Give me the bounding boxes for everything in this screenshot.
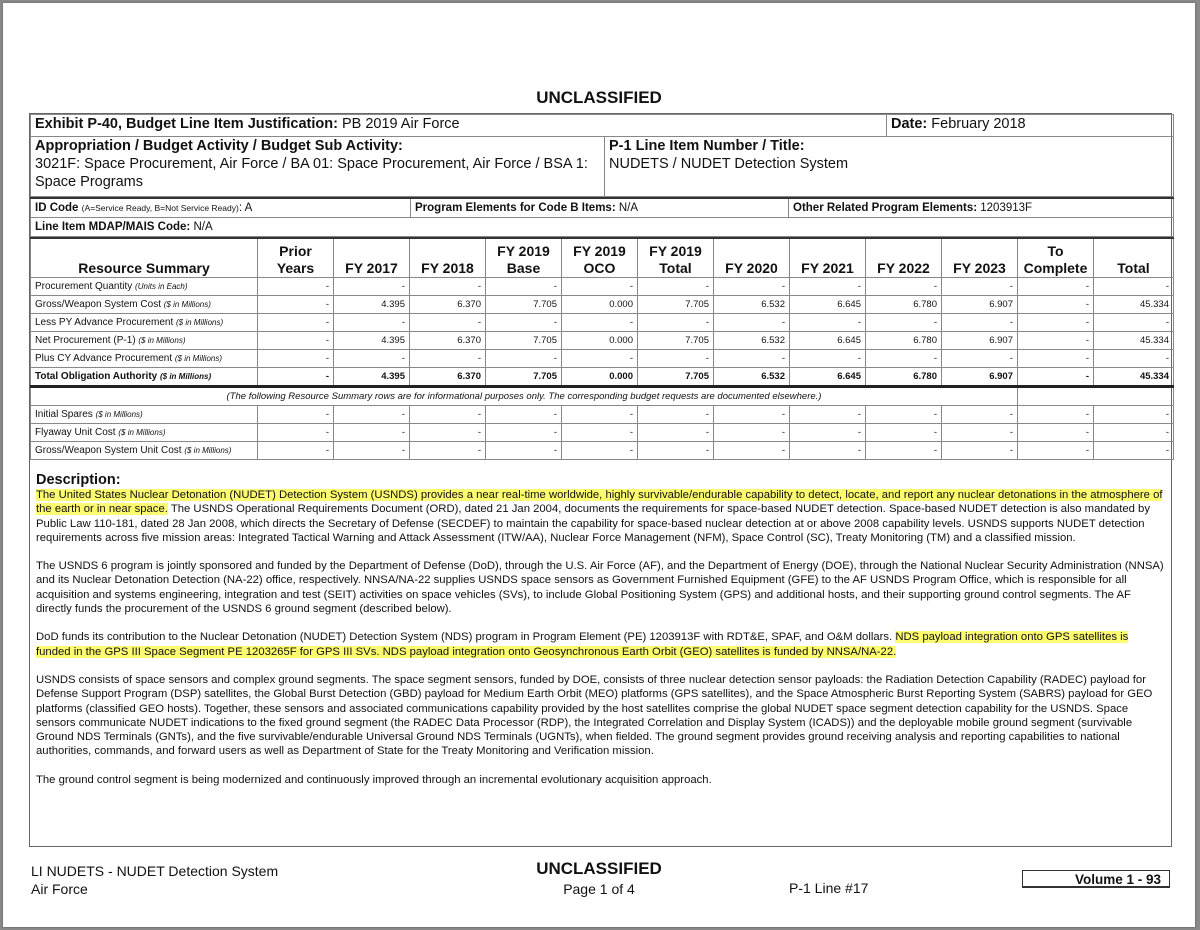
table-cell: 7.705 <box>638 332 714 350</box>
table-cell: - <box>334 314 410 332</box>
table-cell: 6.645 <box>790 368 866 387</box>
table-cell: - <box>1018 296 1094 314</box>
table-row <box>31 424 1174 442</box>
table-cell: - <box>486 442 562 460</box>
date-cell: Date: February 2018 <box>887 115 1174 137</box>
table-cell: - <box>1094 424 1174 442</box>
table-cell: 6.907 <box>942 368 1018 387</box>
table-cell: 6.780 <box>866 368 942 387</box>
table-cell: - <box>638 350 714 368</box>
table-cell: - <box>486 350 562 368</box>
table-cell: - <box>1018 424 1094 442</box>
table-cell: - <box>410 314 486 332</box>
table-cell: - <box>258 314 334 332</box>
description-heading: Description: <box>36 472 121 488</box>
resource-summary-title: Resource Summary <box>31 238 258 278</box>
col-header: FY 2019 Total <box>638 238 714 278</box>
table-cell: - <box>790 314 866 332</box>
row-label: Gross/Weapon System Unit Cost ($ in Millions) <box>31 442 258 460</box>
row-label: Procurement Quantity (Units in Each) <box>31 278 258 296</box>
table-cell: 45.334 <box>1094 368 1174 387</box>
table-cell: 6.780 <box>866 296 942 314</box>
table-cell: - <box>410 278 486 296</box>
table-cell: - <box>486 314 562 332</box>
row-label: Initial Spares ($ in Millions) <box>31 406 258 424</box>
table-cell: - <box>790 406 866 424</box>
table-cell: - <box>714 442 790 460</box>
table-cell: - <box>1094 442 1174 460</box>
table-cell: - <box>486 278 562 296</box>
table-cell: - <box>714 278 790 296</box>
table-cell: - <box>486 424 562 442</box>
classification-banner-bottom: UNCLASSIFIED <box>536 859 662 878</box>
table-cell: 6.532 <box>714 368 790 387</box>
table-cell: - <box>1094 278 1174 296</box>
col-header: Total <box>1094 238 1174 278</box>
table-cell: - <box>258 296 334 314</box>
table-cell: - <box>942 406 1018 424</box>
table-cell: - <box>866 278 942 296</box>
table-cell: - <box>562 424 638 442</box>
table-row <box>31 332 1174 350</box>
table-cell: - <box>790 424 866 442</box>
document-page <box>3 3 1195 927</box>
table-cell: - <box>410 424 486 442</box>
table-cell: - <box>638 314 714 332</box>
row-label: Gross/Weapon System Cost ($ in Millions) <box>31 296 258 314</box>
table-cell: - <box>1094 314 1174 332</box>
description-paragraph: The USNDS 6 program is jointly sponsored and funded by the Department of Defense (DoD), through the U.S. Air Force (AF), and the Department of Energy (DOE), through the National Nuclear Security Administration (NNSA) and its Nuclear Detonation Detection (NA-22) office, respectively. NNSA/NA-22 supplies USNDS space sensors as Government Furnished Equipment (GFE) to the AF USNDS Program Office, which is responsible for all acquisition and systems engineering, integration and test (SEIT) activities on space vehicles (SVs), to include Global Positioning System (GPS) and additional hosts, and their supporting ground control segments. The AF directly funds the procurement of the USNDS 6 ground segment (described below). <box>36 560 1164 616</box>
table-cell: - <box>562 350 638 368</box>
table-cell: - <box>790 278 866 296</box>
table-cell: - <box>1018 314 1094 332</box>
table-cell: - <box>334 278 410 296</box>
table-cell: - <box>562 442 638 460</box>
table-cell: - <box>714 406 790 424</box>
page-footer <box>29 860 1172 900</box>
table-row <box>31 406 1174 424</box>
col-header: FY 2019 OCO <box>562 238 638 278</box>
table-cell: - <box>486 406 562 424</box>
table-cell: - <box>410 442 486 460</box>
table-row <box>31 442 1174 460</box>
informational-note: (The following Resource Summary rows are for informational purposes only. The corresponding budget requests are documented elsewhere.) <box>31 387 1018 406</box>
table-cell: - <box>334 424 410 442</box>
table-cell: 6.532 <box>714 296 790 314</box>
col-header: FY 2020 <box>714 238 790 278</box>
header-table <box>30 114 1174 197</box>
exhibit-cell: Exhibit P-40, Budget Line Item Justification: PB 2019 Air Force <box>31 115 887 137</box>
col-header: Prior Years <box>258 238 334 278</box>
footer-service: Air Force <box>31 881 88 897</box>
page-number: Page 1 of 4 <box>563 881 635 897</box>
table-cell: - <box>790 350 866 368</box>
table-cell: - <box>790 442 866 460</box>
table-cell: 6.780 <box>866 332 942 350</box>
column-header-row <box>31 238 1174 278</box>
table-cell: 6.370 <box>410 368 486 387</box>
table-cell: - <box>714 314 790 332</box>
table-cell: - <box>410 350 486 368</box>
table-cell: 6.532 <box>714 332 790 350</box>
table-cell: - <box>562 278 638 296</box>
description-paragraph: USNDS consists of space sensors and complex ground segments. The space segment sensors, funded by DOE, consists of three nuclear detection sensor payloads: the Radiation Detection Capability (RADEC) payload for Defense Support Program (DSP) satellites, the Global Burst Detection (GBD) payload for Medium Earth Orbit (MEO) platforms (GPS satellites), and the Space Atmospheric Burst Reporting System (SABRS) payload for GEO platforms (classified GEO hosts). Together, these sensors and associated communications capability provided by the host satellites comprise the global NUDET space segment detection capability for the USNDS. Space sensors communicate NUDET indications to the fixed ground segment (the RADEC Data Processor (RDP), the Integrated Correlation and Display System (ICADS)) and the deployable mobile ground segment (survivable Ground NDS Terminals (GNTs), and the five survivable/endurable Universal Ground NDS Terminals (UGNTs), when fielded. The ground segment provides ground receiving analysis and reporting capabilities to national authorities, commands, and forward users as well as Department of State for the Treaty Monitoring and Verification mission. <box>36 673 1153 758</box>
informational-note-row <box>31 387 1174 406</box>
table-cell: 45.334 <box>1094 296 1174 314</box>
table-cell: - <box>942 314 1018 332</box>
table-cell: 6.645 <box>790 332 866 350</box>
other-pe-cell: Other Related Program Elements: 1203913F <box>789 198 1174 218</box>
table-cell: - <box>1018 442 1094 460</box>
table-cell: 7.705 <box>486 296 562 314</box>
table-row <box>31 368 1174 387</box>
table-cell: 0.000 <box>562 296 638 314</box>
row-label: Flyaway Unit Cost ($ in Millions) <box>31 424 258 442</box>
col-header: FY 2023 <box>942 238 1018 278</box>
table-cell: - <box>258 406 334 424</box>
table-cell: - <box>714 424 790 442</box>
highlighted-text: The United States Nuclear Detonation (NUDET) Detection System (USNDS) provides a near real-time worldwide, highly survivable/endurable capability to detect, locate, and report any nuclear detonations in the atmosphere of the earth or in near space. <box>36 489 1163 516</box>
table-cell: 0.000 <box>562 368 638 387</box>
table-row <box>31 350 1174 368</box>
table-cell: - <box>638 442 714 460</box>
id-code-cell: ID Code (A=Service Ready, B=Not Service Ready): A <box>31 198 411 218</box>
table-cell: - <box>258 278 334 296</box>
table-cell: 7.705 <box>486 332 562 350</box>
footer-p1-line: P-1 Line #17 <box>789 880 869 896</box>
appropriation-cell: Appropriation / Budget Activity / Budget Sub Activity: 3021F: Space Procurement, Air Force / BA 01: Space Procurement, Air Force / BSA 1: Space Programs <box>31 137 605 197</box>
table-cell: - <box>1018 368 1094 387</box>
table-cell: - <box>942 424 1018 442</box>
table-cell: 6.907 <box>942 332 1018 350</box>
table-cell: 6.907 <box>942 296 1018 314</box>
description-paragraph: The ground control segment is being modernized and continuously improved through an incremental evolutionary acquisition approach. <box>36 773 712 786</box>
table-cell: 4.395 <box>334 296 410 314</box>
table-cell: - <box>1094 350 1174 368</box>
table-cell: - <box>258 350 334 368</box>
highlighted-text: NDS payload integration onto GPS satellites is funded in the GPS III Space Segment PE 1203265F for GPS III SVs. NDS payload integration onto Geosynchronous Earth Orbit (GEO) satellites is funded by NNSA/NA-22. <box>36 631 1129 658</box>
table-cell: - <box>258 332 334 350</box>
table-cell: 6.370 <box>410 332 486 350</box>
table-cell: - <box>1018 406 1094 424</box>
table-cell: 4.395 <box>334 368 410 387</box>
meta-table <box>30 197 1174 237</box>
table-cell: - <box>866 406 942 424</box>
empty-cell <box>1018 387 1174 406</box>
row-label: Plus CY Advance Procurement ($ in Millions) <box>31 350 258 368</box>
row-label: Net Procurement (P-1) ($ in Millions) <box>31 332 258 350</box>
table-cell: - <box>1094 406 1174 424</box>
classification-banner-top: UNCLASSIFIED <box>536 88 662 107</box>
row-label: Less PY Advance Procurement ($ in Millions) <box>31 314 258 332</box>
table-cell: - <box>562 314 638 332</box>
table-cell: 6.645 <box>790 296 866 314</box>
pe-code-b-cell: Program Elements for Code B Items: N/A <box>411 198 789 218</box>
table-cell: 4.395 <box>334 332 410 350</box>
table-cell: - <box>942 442 1018 460</box>
table-cell: - <box>334 350 410 368</box>
table-cell: - <box>334 442 410 460</box>
table-row <box>31 314 1174 332</box>
description-section <box>30 460 1171 787</box>
col-header: FY 2017 <box>334 238 410 278</box>
col-header: To Complete <box>1018 238 1094 278</box>
row-label: Total Obligation Authority ($ in Millions) <box>31 368 258 387</box>
volume-box: Volume 1 - 93 <box>1022 870 1170 888</box>
table-row <box>31 278 1174 296</box>
table-cell: - <box>638 406 714 424</box>
table-cell: - <box>258 424 334 442</box>
table-cell: - <box>638 278 714 296</box>
table-cell: - <box>1018 332 1094 350</box>
resource-summary-table <box>30 237 1174 460</box>
table-cell: - <box>1018 278 1094 296</box>
mdap-cell: Line Item MDAP/MAIS Code: N/A <box>31 218 1174 237</box>
col-header: FY 2019 Base <box>486 238 562 278</box>
table-cell: - <box>942 350 1018 368</box>
p1-line-item-cell: P-1 Line Item Number / Title: NUDETS / NUDET Detection System <box>605 137 1174 197</box>
table-cell: 7.705 <box>638 296 714 314</box>
table-cell: 7.705 <box>638 368 714 387</box>
col-header: FY 2022 <box>866 238 942 278</box>
table-cell: - <box>1018 350 1094 368</box>
table-cell: 0.000 <box>562 332 638 350</box>
description-paragraph: DoD funds its contribution to the Nuclear Detonation (NUDET) Detection System (NDS) program in Program Element (PE) 1203913F with RDT&E, SPAF, and O&M dollars. NDS payload integration onto GPS satellites is funded in the GPS III Space Segment PE 1203265F for GPS III SVs. NDS payload integration onto Geosynchronous Earth Orbit (GEO) satellites is funded by NNSA/NA-22. <box>36 631 1129 658</box>
table-cell: - <box>866 350 942 368</box>
table-cell: - <box>258 368 334 387</box>
exhibit-frame <box>29 113 1172 847</box>
table-cell: - <box>866 442 942 460</box>
col-header: FY 2021 <box>790 238 866 278</box>
table-cell: - <box>334 406 410 424</box>
table-cell: - <box>866 314 942 332</box>
table-cell: - <box>410 406 486 424</box>
footer-line-item: LI NUDETS - NUDET Detection System <box>31 863 279 879</box>
table-cell: 6.370 <box>410 296 486 314</box>
table-cell: - <box>866 424 942 442</box>
table-cell: - <box>714 350 790 368</box>
table-cell: 7.705 <box>486 368 562 387</box>
table-cell: - <box>258 442 334 460</box>
table-cell: - <box>638 424 714 442</box>
table-cell: 45.334 <box>1094 332 1174 350</box>
table-cell: - <box>562 406 638 424</box>
col-header: FY 2018 <box>410 238 486 278</box>
table-row <box>31 296 1174 314</box>
table-cell: - <box>942 278 1018 296</box>
description-paragraph: The United States Nuclear Detonation (NUDET) Detection System (USNDS) provides a near real-time worldwide, highly survivable/endurable capability to detect, locate, and report any nuclear detonations in the atmosphere of the earth or in near space. The USNDS Operational Requirements Document (ORD), dated 21 Jan 2004, documents the requirements for space-based NUDET detection. Space-based NUDET detection is also mandated by Public Law 110-181, dated 28 Jan 2008, which directs the Secretary of Defense (SECDEF) to maintain the capability for space-based nuclear detection at or above 2008 capability levels. USNDS supports NUDET detection requirements across five mission areas: Integrated Tactical Warning and Attack Assessment (ITW/AA), Nuclear Force Management (NFM), Space Control (SC), Treaty Monitoring (TM) and a classified mission. <box>36 489 1163 544</box>
